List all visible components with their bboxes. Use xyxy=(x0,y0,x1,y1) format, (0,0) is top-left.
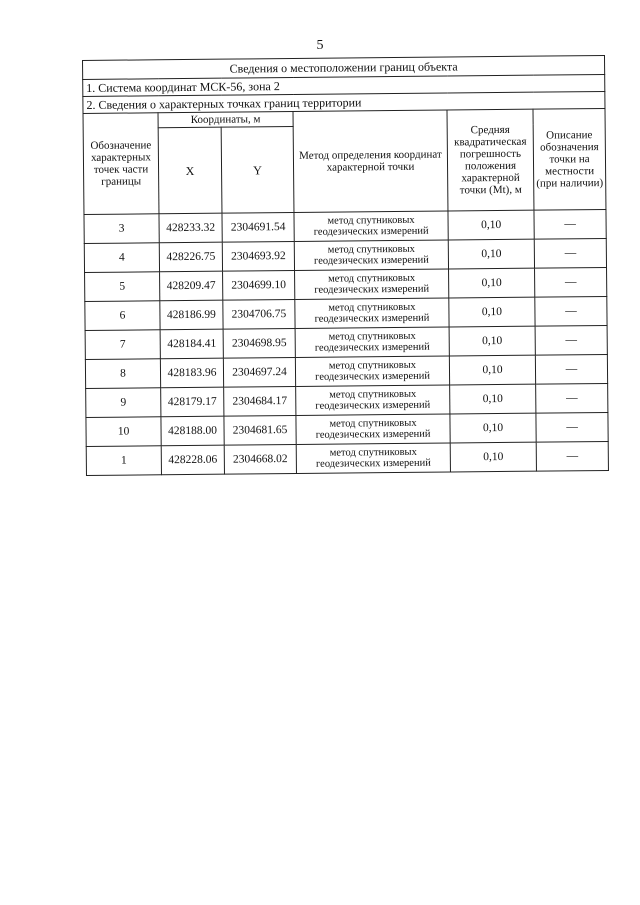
cell-description: — xyxy=(534,209,606,239)
page-number: 5 xyxy=(316,38,324,53)
cell-error: 0,10 xyxy=(449,326,535,356)
cell-x: 428233.32 xyxy=(159,213,222,243)
cell-y: 2304706.75 xyxy=(223,299,295,329)
header-x: X xyxy=(158,127,222,214)
cell-x: 428179.17 xyxy=(161,387,224,417)
cell-description: — xyxy=(536,383,608,413)
cell-x: 428184.41 xyxy=(160,329,223,359)
cell-error: 0,10 xyxy=(448,210,534,240)
cell-x: 428226.75 xyxy=(159,242,222,272)
cell-point: 9 xyxy=(86,388,161,418)
header-description: Описание обозначения точки на местности (при наличии) xyxy=(533,108,606,210)
cell-x: 428188.00 xyxy=(161,416,224,446)
cell-description: — xyxy=(535,325,607,355)
cell-y: 2304699.10 xyxy=(223,270,295,300)
cell-error: 0,10 xyxy=(450,442,536,472)
cell-description: — xyxy=(536,412,608,442)
cell-method: метод спутниковых геодезических измерений xyxy=(294,211,448,241)
cell-point: 6 xyxy=(85,301,160,331)
cell-method: метод спутниковых геодезических измерений xyxy=(295,356,449,386)
cell-method: метод спутниковых геодезических измерений xyxy=(295,327,449,357)
cell-description: — xyxy=(536,441,608,471)
cell-point: 5 xyxy=(85,272,160,302)
header-coordinates: Координаты, м xyxy=(158,111,293,127)
header-error: Средняя квадратическая погрешность положения характерной точки (Mt), м xyxy=(447,109,534,211)
cell-description: — xyxy=(535,296,607,326)
cell-error: 0,10 xyxy=(448,239,534,269)
header-y: Y xyxy=(221,126,294,213)
cell-method: метод спутниковых геодезических измерений xyxy=(295,269,449,299)
cell-error: 0,10 xyxy=(450,384,536,414)
cell-x: 428183.96 xyxy=(160,358,223,388)
cell-y: 2304681.65 xyxy=(224,415,296,445)
cell-x: 428228.06 xyxy=(161,445,224,475)
header-method: Метод определения координат характерной точки xyxy=(293,110,448,212)
cell-point: 7 xyxy=(85,330,160,360)
cell-point: 10 xyxy=(86,417,161,447)
cell-y: 2304698.95 xyxy=(223,328,295,358)
cell-error: 0,10 xyxy=(449,268,535,298)
points-section-title: 2. Сведения о характерных точках границ территории xyxy=(83,91,605,113)
cell-y: 2304693.92 xyxy=(222,241,294,271)
cell-y: 2304668.02 xyxy=(224,444,296,474)
cell-y: 2304684.17 xyxy=(224,386,296,416)
cell-error: 0,10 xyxy=(449,297,535,327)
cell-y: 2304691.54 xyxy=(222,212,294,242)
cell-description: — xyxy=(535,354,607,384)
cell-x: 428186.99 xyxy=(160,300,223,330)
cell-method: метод спутниковых геодезических измерений xyxy=(294,240,448,270)
boundary-table xyxy=(82,55,609,476)
cell-error: 0,10 xyxy=(449,355,535,385)
cell-x: 428209.47 xyxy=(160,271,223,301)
cell-method: метод спутниковых геодезических измерений xyxy=(296,443,450,473)
cell-error: 0,10 xyxy=(450,413,536,443)
table-row xyxy=(86,441,608,475)
cell-y: 2304697.24 xyxy=(223,357,295,387)
cell-description: — xyxy=(535,267,607,297)
cell-point: 1 xyxy=(86,446,161,476)
boundary-table-wrapper xyxy=(82,55,608,476)
cell-description: — xyxy=(534,238,606,268)
table-title: Сведения о местоположении границ объекта xyxy=(83,55,605,79)
header-point-designation: Обозначение характерных точек части границы xyxy=(83,113,159,215)
cell-method: метод спутниковых геодезических измерений xyxy=(296,414,450,444)
coordinate-system: 1. Система координат МСК-56, зона 2 xyxy=(83,74,605,96)
cell-point: 4 xyxy=(84,243,159,273)
cell-method: метод спутниковых геодезических измерений xyxy=(295,298,449,328)
cell-point: 8 xyxy=(85,359,160,389)
cell-method: метод спутниковых геодезических измерений xyxy=(296,385,450,415)
cell-point: 3 xyxy=(84,214,159,244)
